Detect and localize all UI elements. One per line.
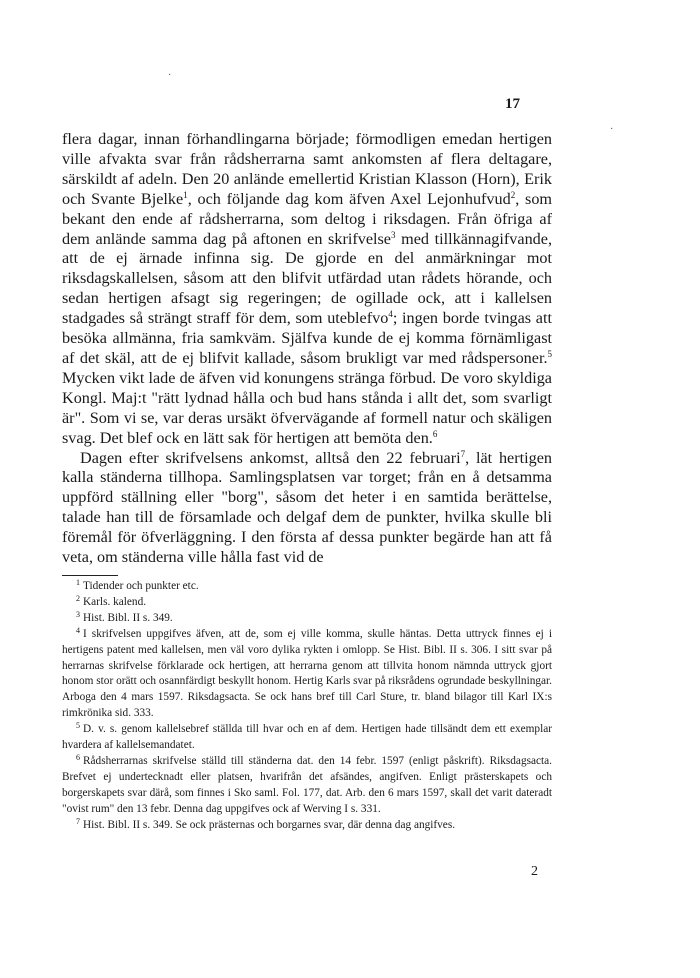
footnote-ref: 6 [432,428,438,439]
footnote-number: 2 [76,593,80,603]
speck-mark: · [610,124,614,135]
footnote-text: Rådsherrarnas skrifvelse ställd till ständerna dat. den 14 febr. 1597 (enligt påskrift). Riksdagsacta. Brefvet ej undertecknadt eller platsen, hvarifrån det afsändes, angifven. Enligt prästerskapets och borgerskapets svar därå, som finnes i Sko saml. Fol. 177, dat. Arb. den 6 mars 1597, skall det varit dateradt "ovist rum" den 13 febr. Denna dag uppgifves ock af Werving I s. 331. [62,754,552,815]
footnote [62,611,552,627]
footnote-rule [62,575,118,576]
text-run: Dagen efter skrifvelsens ankomst, alltså den 22 februari [80,448,461,467]
footnote-ref: 1 [183,189,188,200]
footnote-text: Hist. Bibl. II s. 349. [83,611,173,624]
page-number: 17 [505,96,520,112]
text-run: ; ingen borde tvingas att besöka allmänna, fria samkväm. Själfva kunde de ej komma förnämligast af det skäl, att de ej blifvit kallade, såsom brukligt var med rådspersoner. [62,309,552,367]
text-run: , som bekant den ende af rådsherrarna, som deltog i riksdagen. Från öfriga af dem anlände samma dag på aftonen en skrifvelse [62,189,553,248]
footnote-number: 4 [76,625,80,635]
body-paragraph [62,449,552,568]
footnote-number: 6 [76,752,80,762]
footnote-number: 3 [76,609,80,619]
body-paragraph [62,130,552,449]
footnote-text: Hist. Bibl. II s. 349. Se ock prästernas och borgarnes svar, där denna dag angifves. [83,818,456,831]
signature-mark: 2 [531,864,538,879]
text-run: flera dagar, innan förhandlingarna började; förmodligen emedan hertigen ville afvakta svar från rådsherrarna samt ankomsten af flera deltagare, särskildt af adeln. Den 20 anlände emellertid Kristian Klasson (Horn), Erik och Svante Bjelke [62,130,552,208]
footnote-text: D. v. s. genom kallelsebref ställda till hvar och en af dem. Hertigen hade tillsändt dem ett exemplar hvardera af kallelsemandatet. [62,723,552,752]
text-run: , lät hertigen kalla ständerna tillhopa. Samlingsplatsen var torget; från en å detsamma uppförd ställning eller "borg", såsom det heter i en samtida berättelse, talade han till de församlade och delgaf dem de punkter, hvilka skulle bli föremål för öfverläggning. I den första af dessa punkter begärde han att få veta, om ständerna ville hålla fast vid de [62,448,552,567]
footnote-ref: 3 [391,229,396,240]
footnote-ref: 2 [510,189,516,200]
footnote [62,579,552,595]
text-run: med tillkännagifvande, att de ej ärnade infinna sig. De gjorde en del anmärkningar mot riksdagskallelsen, såsom att den blifvit utfärdad utan rådets hörande, och sedan hertigen afsagt sig regeringen; de ogillade ock, att i kallelsen stadgades så strängt straff för dem, som uteblefvo [62,229,552,328]
footnotes [62,579,552,834]
footnote [62,754,552,818]
footnote-text: I skrifvelsen uppgifves äfven, att de, som ej ville komma, skulle häntas. Detta uttryck finnes ej i hertigens patent med kallelsen, men väl voro dylika rykten i omlopp. Se Hist. Bibl. II s. 306. I sitt svar på herrarnas skrifvelse förklarade ock hertigen, att herrarna genom att tillvita honom nämnda uttryck gjort honom stor orätt och osannfärdigt beskyllt honom. Hertig Karls svar på riksrådens ogrundade beskyllningar. Arboga den 4 mars 1597. Riksdagsacta. Se ock hans bref till Carl Sture, tr. bland bilagor till Karl IX:s rimkrönika sid. 333. [62,627,552,720]
text-run: Mycken vikt lade de äfven vid konungens stränga förbud. De voro skyldiga Kongl. Maj:t "rätt lydnad hålla och bud hans stånda i allt det, som svarligt är". Som vi se, var deras ursäkt öfvervägande af formell natur och skäligen svag. Det blef ock en lätt sak för hertigen att bemöta den. [62,368,552,447]
footnote-text: Tidender och punkter etc. [83,580,199,592]
footnote [62,627,552,722]
footnote-number: 1 [76,578,80,587]
footnote-number: 7 [76,816,80,826]
footnote-ref: 7 [460,448,466,459]
speck-mark: · [168,70,172,81]
footnote [62,722,552,754]
footnote-number: 5 [76,721,80,731]
footnote [62,595,552,611]
footnote-text: Karls. kalend. [83,595,147,608]
text-run: , och följande dag kom äfven Axel Lejonhufvud [187,189,511,208]
footnote [62,818,552,834]
footnote-ref: 5 [547,348,552,359]
main-text [62,130,552,568]
footnote-ref: 4 [388,309,393,320]
